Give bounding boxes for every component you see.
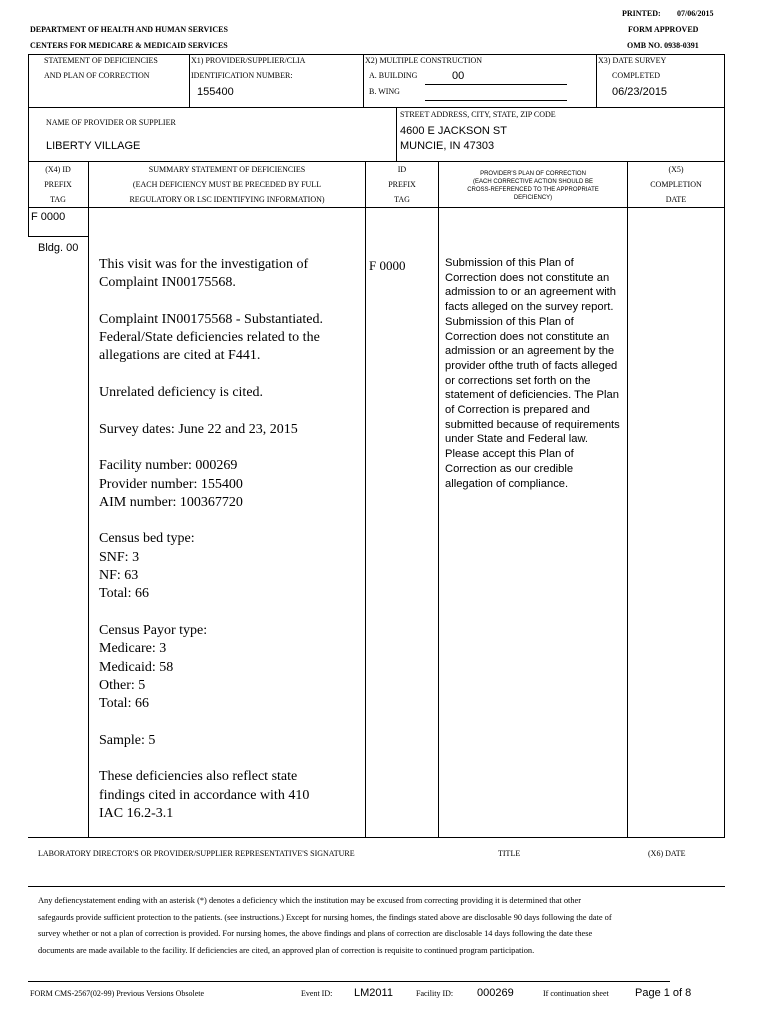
event-id-value: LM2011 <box>354 987 393 999</box>
facility-id-value: 000269 <box>477 987 514 999</box>
poc-head-3: CROSS-REFERENCED TO THE APPROPRIATE <box>467 187 599 193</box>
building-value: 00 <box>452 70 465 82</box>
printed-date: 07/06/2015 <box>677 9 714 18</box>
x5-head-3: DATE <box>665 195 687 204</box>
poc-head-1: PROVIDER'S PLAN OF CORRECTION <box>480 171 586 177</box>
deficiency-tag: F 0000 <box>31 211 66 223</box>
provider-number: Provider number: 155400 <box>99 476 243 492</box>
census-bed-line: SNF: 3 <box>99 549 140 565</box>
poc-head-2: (EACH CORRECTIVE ACTION SHOULD BE <box>472 179 594 185</box>
census-payor-line: Other: 5 <box>99 677 146 693</box>
plan-of-correction: Submission of this Plan of Correction does not constitute an admission to or an agreement with facts alleged on the survey report. Submission of this Plan of Correction does not constitute an admission or an agreement by the provider ofthe truth of facts alleged or corrections set forth on the statement of deficiencies. The Plan of Correction is prepared and submitted because of requirements under State and Federal law. Please accept this Plan of Correction as our credible allegation of compliance. <box>445 257 620 490</box>
id-head-3: TAG <box>394 195 410 204</box>
address-line-2: MUNCIE, IN 47303 <box>400 140 495 152</box>
provider-name-label: NAME OF PROVIDER OR SUPPLIER <box>46 118 176 127</box>
continuation-label: If continuation sheet <box>543 989 609 998</box>
census-bed-heading: Census bed type: <box>99 531 195 547</box>
printed-label: PRINTED: <box>622 9 661 18</box>
summary-paragraph: This visit was for the investigation of Complaint IN00175568. <box>99 257 309 291</box>
x4-head-3: TAG <box>50 195 66 204</box>
omb-number: OMB NO. 0938-0391 <box>627 41 699 50</box>
x1-value: 155400 <box>197 86 234 98</box>
x2-label: X2) MULTIPLE CONSTRUCTION <box>365 56 483 65</box>
signature-label: LABORATORY DIRECTOR'S OR PROVIDER/SUPPLIER REPRESENTATIVE'S SIGNATURE <box>38 849 355 858</box>
event-id-label: Event ID: <box>301 989 333 998</box>
summary-statement <box>99 256 329 823</box>
facility-id-label: Facility ID: <box>416 989 454 998</box>
building-tag: Bldg. 00 <box>38 242 79 254</box>
x3-value: 06/23/2015 <box>612 86 668 98</box>
census-payor-line: Total: 66 <box>99 696 149 712</box>
summary-head-2: (EACH DEFICIENCY MUST BE PRECEDED BY FULL <box>132 180 322 189</box>
closing-line: IAC 16.2-3.1 <box>99 805 174 821</box>
summary-paragraph: Unrelated deficiency is cited. <box>99 385 264 401</box>
summary-head-3: REGULATORY OR LSC IDENTIFYING INFORMATION) <box>129 195 325 204</box>
aim-number: AIM number: 100367720 <box>99 494 243 510</box>
centers-title: CENTERS FOR MEDICARE & MEDICAID SERVICES <box>30 41 228 50</box>
summary-paragraph: Survey dates: June 22 and 23, 2015 <box>99 421 298 437</box>
summary-paragraph: Complaint IN00175568 - Substantiated. Federal/State deficiencies related to the allegations are cited at F441. <box>99 311 323 364</box>
x4-head-2: PREFIX <box>44 180 72 189</box>
x5-head-1: (X5) <box>668 165 684 174</box>
id-head-1: ID <box>397 165 407 174</box>
building-label: A. BUILDING <box>369 71 418 80</box>
id-prefix-tag: F 0000 <box>369 258 406 273</box>
x5-head-2: COMPLETION <box>650 180 702 189</box>
dept-title: DEPARTMENT OF HEALTH AND HUMAN SERVICES <box>30 25 228 34</box>
disclaimer: Any defiencystatement ending with an asterisk (*) denotes a deficiency which the institution may be excused from correcting providing it is determined that other safegaurds provide sufficient protection to the patients. (see instructions.) Except for nursing homes, the findings stated above are disclosable 90 days following the date of survey whether or not a plan of correction is provided. For nursing homes, the above findings and plans of correction are disclosable 14 days following the date these documents are made available to the facility. If deficiencies are cited, an approved plan of correction is requisite to continued program participation. <box>38 896 612 955</box>
census-payor-heading: Census Payor type: <box>99 622 208 638</box>
address-line-1: 4600 E JACKSON ST <box>400 125 507 137</box>
poc-head-4: DEFICIENCY) <box>513 195 553 201</box>
x1-label-1: X1) PROVIDER/SUPPLIER/CLIA <box>191 56 306 65</box>
x1-label-2: IDENTIFICATION NUMBER: <box>191 71 293 80</box>
x4-head-1: (X4) ID <box>45 165 71 174</box>
title-label: TITLE <box>498 849 521 858</box>
census-bed-line: NF: 63 <box>99 568 139 584</box>
census-payor-line: Medicare: 3 <box>99 641 167 657</box>
date-label: (X6) DATE <box>648 849 686 858</box>
sample-count: Sample: 5 <box>99 732 156 748</box>
summary-head-1: SUMMARY STATEMENT OF DEFICIENCIES <box>148 165 306 174</box>
closing-line: findings cited in accordance with 410 <box>99 787 310 803</box>
facility-number: Facility number: 000269 <box>99 458 238 474</box>
closing-line: These deficiencies also reflect state <box>99 769 298 785</box>
census-bed-line: Total: 66 <box>99 586 149 602</box>
page-number: Page 1 of 8 <box>635 987 692 999</box>
x3-label-2: COMPLETED <box>612 71 660 80</box>
statement-label-1: STATEMENT OF DEFICIENCIES <box>44 56 158 65</box>
address-label: STREET ADDRESS, CITY, STATE, ZIP CODE <box>400 110 556 119</box>
wing-label: B. WING <box>369 87 400 96</box>
form-approved: FORM APPROVED <box>628 25 699 34</box>
form-number: FORM CMS-2567(02-99) Previous Versions Obsolete <box>30 989 205 998</box>
id-head-2: PREFIX <box>388 180 416 189</box>
provider-name: LIBERTY VILLAGE <box>46 140 141 152</box>
statement-label-2: AND PLAN OF CORRECTION <box>44 71 150 80</box>
x3-label-1: X3) DATE SURVEY <box>598 56 667 65</box>
census-payor-line: Medicaid: 58 <box>99 659 174 675</box>
